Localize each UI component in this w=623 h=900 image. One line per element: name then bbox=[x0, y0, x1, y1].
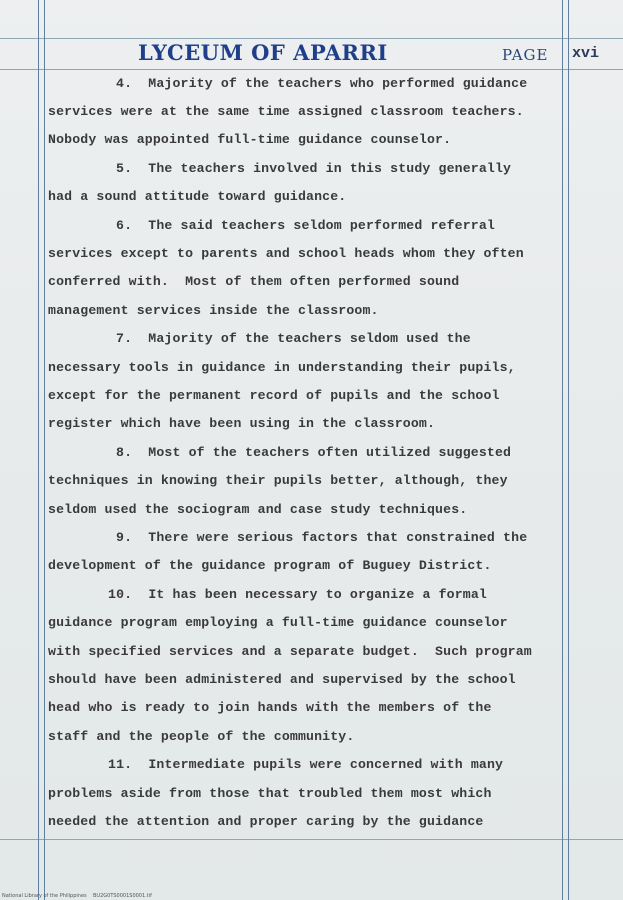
text-line: with specified services and a separate budget. Such program bbox=[48, 644, 532, 659]
right-margin-rule-outer bbox=[568, 0, 569, 900]
text-line: necessary tools in guidance in understanding their pupils, bbox=[48, 360, 516, 375]
header-bottom-rule bbox=[0, 69, 623, 70]
text-line: techniques in knowing their pupils better, although, they bbox=[48, 473, 508, 488]
text-line: services were at the same time assigned classroom teachers. bbox=[48, 104, 524, 119]
text-line: development of the guidance program of Buguey District. bbox=[48, 558, 492, 573]
text-line: needed the attention and proper caring by the guidance bbox=[48, 814, 484, 829]
scan-footer: National Library of the Philippines BU2G0TS0001S0001.tif bbox=[2, 893, 152, 899]
left-margin-rule bbox=[38, 0, 39, 900]
footer-rule bbox=[0, 839, 623, 840]
text-line: guidance program employing a full-time guidance counselor bbox=[48, 615, 508, 630]
left-margin-rule-inner bbox=[44, 0, 45, 900]
text-line: Nobody was appointed full-time guidance counselor. bbox=[48, 132, 452, 147]
text-line: 11. Intermediate pupils were concerned with many bbox=[108, 757, 504, 772]
right-margin-rule bbox=[562, 0, 563, 900]
text-line: except for the permanent record of pupils and the school bbox=[48, 388, 500, 403]
text-line: 9. There were serious factors that constrained the bbox=[116, 530, 528, 545]
text-line: seldom used the sociogram and case study techniques. bbox=[48, 502, 468, 517]
text-line: should have been administered and supervised by the school bbox=[48, 672, 516, 687]
text-line: staff and the people of the community. bbox=[48, 729, 355, 744]
text-line: 8. Most of the teachers often utilized suggested bbox=[116, 445, 512, 460]
text-line: 10. It has been necessary to organize a formal bbox=[108, 587, 487, 602]
text-line: conferred with. Most of them often performed sound bbox=[48, 274, 460, 289]
text-line: problems aside from those that troubled them most which bbox=[48, 786, 492, 801]
page-label: PAGE bbox=[502, 46, 549, 64]
text-line: management services inside the classroom. bbox=[48, 303, 379, 318]
text-line: had a sound attitude toward guidance. bbox=[48, 189, 347, 204]
text-line: head who is ready to join hands with the members of the bbox=[48, 700, 492, 715]
page-number: xvi bbox=[572, 45, 600, 62]
page-title: LYCEUM OF APARRI bbox=[138, 40, 388, 65]
text-line: 7. Majority of the teachers seldom used the bbox=[116, 331, 471, 346]
text-line: services except to parents and school heads whom they often bbox=[48, 246, 524, 261]
header-top-rule bbox=[0, 38, 623, 39]
text-line: 5. The teachers involved in this study generally bbox=[116, 161, 512, 176]
text-line: 6. The said teachers seldom performed referral bbox=[116, 218, 495, 233]
text-line: register which have been using in the classroom. bbox=[48, 416, 436, 431]
text-line: 4. Majority of the teachers who performed guidance bbox=[116, 76, 528, 91]
